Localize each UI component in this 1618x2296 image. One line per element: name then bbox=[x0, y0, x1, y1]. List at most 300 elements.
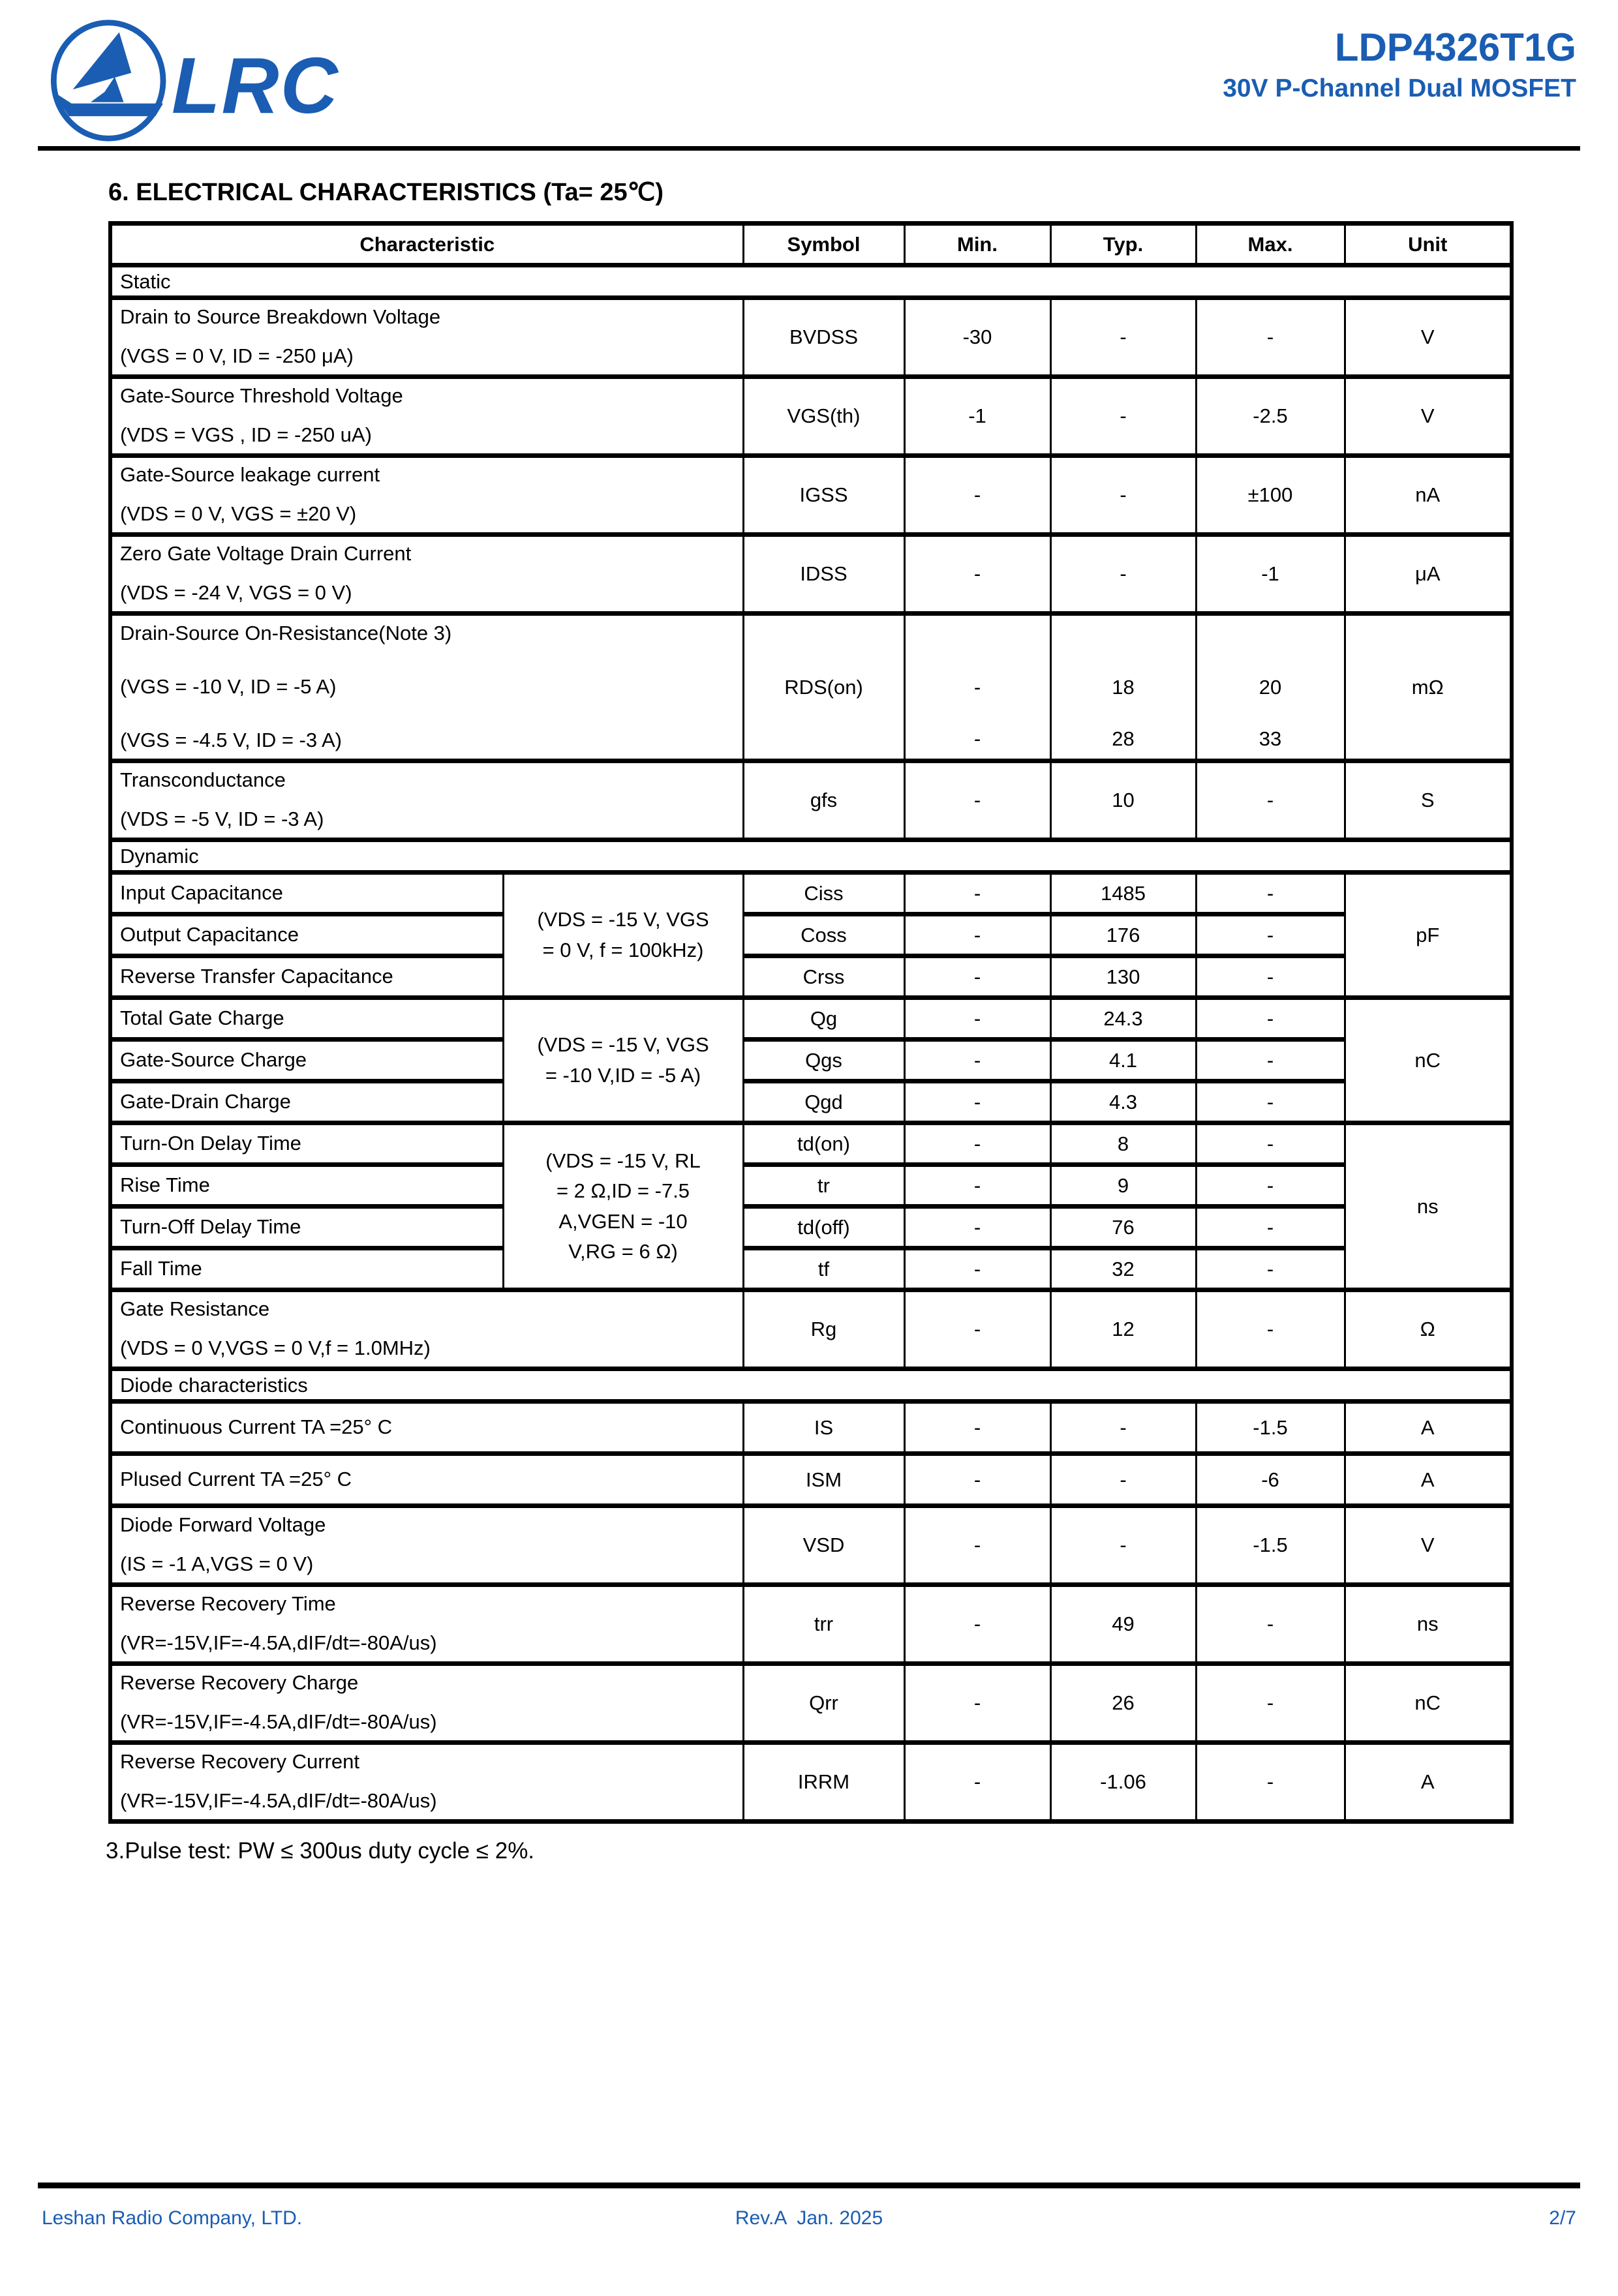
cell-text: 32 bbox=[1112, 1257, 1135, 1280]
cell-characteristic bbox=[110, 1123, 503, 1165]
cell-typ bbox=[1050, 914, 1196, 956]
footer-company: Leshan Radio Company, LTD. bbox=[42, 2207, 303, 2229]
cell-text: VSD bbox=[802, 1533, 845, 1556]
table-row bbox=[110, 1454, 1512, 1506]
cell-typ bbox=[1050, 298, 1196, 377]
cell-max bbox=[1196, 1664, 1345, 1743]
cell-text: (VDS = VGS , ID = -250 uA) bbox=[120, 423, 372, 446]
cell-text: - bbox=[1266, 1691, 1274, 1714]
cell-typ bbox=[1050, 761, 1196, 840]
column-header-max: Max. bbox=[1196, 224, 1345, 265]
table-section-row bbox=[110, 1369, 1512, 1402]
cell-min bbox=[904, 1585, 1050, 1664]
cell-text: - bbox=[973, 1770, 981, 1793]
cell-text: V,RG = 6 Ω) bbox=[568, 1240, 678, 1263]
cell-text: Gate-Drain Charge bbox=[120, 1089, 291, 1113]
cell-unit bbox=[1345, 1454, 1512, 1506]
table-row bbox=[110, 1743, 1512, 1822]
table-section-row bbox=[110, 840, 1512, 873]
cell-symbol bbox=[743, 1207, 904, 1248]
cell-max bbox=[1196, 1165, 1345, 1207]
cell-text: - bbox=[1266, 1173, 1274, 1197]
table-row bbox=[110, 1664, 1512, 1743]
cell-text: BVDSS bbox=[789, 325, 859, 348]
cell-text bbox=[1197, 622, 1344, 650]
cell-symbol bbox=[743, 1506, 904, 1585]
cell-text: - bbox=[973, 1006, 981, 1030]
cell-text: Continuous Current TA =25° C bbox=[120, 1415, 393, 1438]
cell-max bbox=[1196, 1506, 1345, 1585]
cell-text: - bbox=[1266, 1090, 1274, 1113]
cell-text: Qg bbox=[810, 1006, 838, 1030]
cell-text: - bbox=[1266, 1257, 1274, 1280]
logo-text: LRC bbox=[172, 40, 339, 130]
cell-text: - bbox=[1266, 1215, 1274, 1239]
section-title: 6. ELECTRICAL CHARACTERISTICS (Ta= 25℃) bbox=[108, 179, 664, 206]
table-row bbox=[110, 1585, 1512, 1664]
cell-text: - bbox=[973, 483, 981, 506]
table-row bbox=[110, 614, 1512, 761]
cell-unit bbox=[1345, 1585, 1512, 1664]
cell-min bbox=[904, 535, 1050, 614]
cell-min bbox=[904, 456, 1050, 535]
cell-text: - bbox=[1266, 1612, 1274, 1635]
cell-text: 26 bbox=[1112, 1691, 1135, 1714]
cell-text: (VR=-15V,IF=-4.5A,dIF/dt=-80A/us) bbox=[120, 1710, 437, 1733]
cell-text: -30 bbox=[962, 325, 992, 348]
cell-text: - bbox=[973, 1215, 981, 1239]
cell-max bbox=[1196, 298, 1345, 377]
cell-text: - bbox=[973, 1415, 981, 1439]
cell-text: -6 bbox=[1261, 1468, 1279, 1491]
cell-text: Rg bbox=[810, 1318, 837, 1340]
cell-text: td(on) bbox=[797, 1132, 850, 1155]
table-row bbox=[110, 1506, 1512, 1585]
cell-text: mΩ bbox=[1411, 675, 1444, 699]
cell-typ bbox=[1050, 1040, 1196, 1081]
cell-symbol bbox=[743, 535, 904, 614]
table-row bbox=[110, 1207, 1512, 1248]
cell-text: IS bbox=[814, 1415, 834, 1439]
cell-text: - bbox=[1120, 1468, 1127, 1491]
cell-max bbox=[1196, 914, 1345, 956]
column-header-min: Min. bbox=[904, 224, 1050, 265]
cell-text: ±100 bbox=[1247, 483, 1293, 506]
cell-unit bbox=[1345, 377, 1512, 456]
page-header bbox=[42, 17, 1576, 144]
cell-text: pF bbox=[1416, 923, 1440, 946]
table-section-row bbox=[110, 265, 1512, 298]
cell-symbol bbox=[743, 1123, 904, 1165]
table-row bbox=[110, 1040, 1512, 1081]
cell-characteristic bbox=[110, 614, 743, 761]
column-header-symbol: Symbol bbox=[743, 224, 904, 265]
cell-unit bbox=[1345, 1506, 1512, 1585]
table-row bbox=[110, 761, 1512, 840]
cell-text: Ciss bbox=[804, 881, 844, 905]
cell-min bbox=[904, 914, 1050, 956]
cell-text: 10 bbox=[1112, 789, 1135, 811]
cell-typ bbox=[1050, 1585, 1196, 1664]
document-titles bbox=[1223, 26, 1576, 103]
cell-unit bbox=[1345, 1290, 1512, 1369]
cell-unit bbox=[1345, 1664, 1512, 1743]
cell-text: = 2 Ω,ID = -7.5 bbox=[556, 1179, 690, 1202]
footer-page-number: 2/7 bbox=[1549, 2207, 1576, 2229]
cell-symbol bbox=[743, 298, 904, 377]
cell-text: (VDS = -24 V, VGS = 0 V) bbox=[120, 581, 352, 604]
cell-text: - bbox=[1120, 1415, 1127, 1439]
table-row bbox=[110, 377, 1512, 456]
cell-text: - bbox=[973, 965, 981, 988]
cell-text: - bbox=[1266, 1770, 1274, 1793]
cell-text: - bbox=[973, 1132, 981, 1155]
cell-text: Gate-Source leakage current bbox=[120, 463, 380, 486]
cell-symbol bbox=[743, 956, 904, 998]
cell-text: -1 bbox=[968, 404, 986, 427]
cell-symbol bbox=[743, 1454, 904, 1506]
cell-text: - bbox=[973, 1533, 981, 1556]
cell-symbol bbox=[743, 1081, 904, 1123]
table-row bbox=[110, 1165, 1512, 1207]
cell-min bbox=[904, 1290, 1050, 1369]
cell-max bbox=[1196, 1290, 1345, 1369]
cell-text: ISM bbox=[805, 1468, 842, 1491]
cell-characteristic bbox=[110, 998, 503, 1040]
cell-unit bbox=[1345, 298, 1512, 377]
cell-text: Input Capacitance bbox=[120, 881, 283, 904]
cell-symbol bbox=[743, 377, 904, 456]
cell-text: 49 bbox=[1112, 1612, 1135, 1635]
cell-test-condition bbox=[503, 873, 743, 998]
cell-text: (VDS = -5 V, ID = -3 A) bbox=[120, 808, 324, 830]
cell-text: ns bbox=[1416, 1612, 1439, 1635]
table-row bbox=[110, 535, 1512, 614]
cell-max bbox=[1196, 761, 1345, 840]
cell-text: Gate Resistance bbox=[120, 1297, 270, 1320]
cell-min bbox=[904, 1081, 1050, 1123]
cell-unit bbox=[1345, 1743, 1512, 1822]
cell-characteristic bbox=[110, 456, 743, 535]
cell-text: = -10 V,ID = -5 A) bbox=[545, 1063, 701, 1087]
table-row bbox=[110, 1123, 1512, 1165]
cell-text: (VDS = 0 V,VGS = 0 V,f = 1.0MHz) bbox=[120, 1337, 431, 1359]
cell-typ bbox=[1050, 535, 1196, 614]
cell-text: Crss bbox=[802, 965, 845, 988]
table-row bbox=[110, 956, 1512, 998]
cell-text: - bbox=[973, 1468, 981, 1491]
cell-text: nC bbox=[1414, 1048, 1441, 1072]
cell-text: - bbox=[973, 675, 981, 699]
cell-characteristic bbox=[110, 1081, 503, 1123]
cell-text: (VGS = 0 V, ID = -250 μA) bbox=[120, 344, 354, 367]
cell-text: VGS(th) bbox=[787, 404, 861, 427]
cell-min bbox=[904, 1454, 1050, 1506]
cell-text: - bbox=[1266, 965, 1274, 988]
cell-max bbox=[1196, 1123, 1345, 1165]
cell-characteristic bbox=[110, 914, 503, 956]
cell-typ bbox=[1050, 377, 1196, 456]
table-row bbox=[110, 298, 1512, 377]
cell-symbol bbox=[743, 1743, 904, 1822]
cell-text: - bbox=[1120, 483, 1127, 506]
cell-text: - bbox=[973, 727, 981, 750]
column-header-unit: Unit bbox=[1345, 224, 1512, 265]
cell-text: (VDS = -15 V, VGS bbox=[537, 1033, 709, 1056]
cell-text: Fall Time bbox=[120, 1256, 202, 1280]
page-content bbox=[108, 177, 1511, 1864]
cell-symbol bbox=[743, 1248, 904, 1290]
cell-text: 4.3 bbox=[1108, 1090, 1138, 1113]
cell-typ bbox=[1050, 956, 1196, 998]
cell-text: - bbox=[1120, 404, 1127, 427]
cell-text: V bbox=[1420, 404, 1435, 427]
cell-text: nC bbox=[1414, 1691, 1441, 1714]
cell-text: - bbox=[973, 1048, 981, 1072]
lrc-logo-mark bbox=[42, 17, 182, 144]
cell-max bbox=[1196, 956, 1345, 998]
cell-min bbox=[904, 998, 1050, 1040]
cell-text: Drain-Source On-Resistance(Note 3) bbox=[120, 621, 452, 644]
cell-text: - bbox=[973, 923, 981, 946]
footer-revision: Rev.A Jan. 2025 bbox=[735, 2207, 883, 2229]
cell-text: (VDS = 0 V, VGS = ±20 V) bbox=[120, 502, 357, 525]
cell-text: IDSS bbox=[800, 562, 847, 585]
cell-text: - bbox=[973, 1090, 981, 1113]
cell-min bbox=[904, 956, 1050, 998]
cell-text bbox=[906, 622, 1050, 650]
column-header-typ: Typ. bbox=[1050, 224, 1196, 265]
cell-min bbox=[904, 1248, 1050, 1290]
cell-text: 130 bbox=[1106, 965, 1140, 988]
cell-symbol bbox=[743, 998, 904, 1040]
cell-typ bbox=[1050, 1123, 1196, 1165]
cell-text: (VGS = -4.5 V, ID = -3 A) bbox=[120, 728, 343, 751]
cell-typ bbox=[1050, 1664, 1196, 1743]
cell-characteristic bbox=[110, 1402, 743, 1454]
cell-text: 1485 bbox=[1101, 881, 1146, 905]
cell-typ bbox=[1050, 1081, 1196, 1123]
cell-text: 176 bbox=[1106, 923, 1140, 946]
cell-text: ns bbox=[1416, 1194, 1439, 1218]
cell-max bbox=[1196, 377, 1345, 456]
cell-text: -1 bbox=[1261, 562, 1279, 585]
table-row bbox=[110, 456, 1512, 535]
cell-typ bbox=[1050, 1248, 1196, 1290]
cell-text: Reverse Recovery Time bbox=[120, 1592, 336, 1615]
cell-max bbox=[1196, 1743, 1345, 1822]
cell-text: IRRM bbox=[797, 1770, 850, 1793]
part-number: LDP4326T1G bbox=[1334, 25, 1576, 69]
section-label: Diode characteristics bbox=[110, 1369, 1512, 1402]
cell-text: - bbox=[1266, 923, 1274, 946]
cell-text: - bbox=[1120, 325, 1127, 348]
cell-text: μA bbox=[1414, 562, 1441, 585]
cell-text: - bbox=[1266, 325, 1274, 348]
cell-text: - bbox=[973, 1691, 981, 1714]
cell-min bbox=[904, 614, 1050, 761]
cell-symbol bbox=[743, 761, 904, 840]
cell-unit bbox=[1345, 1123, 1512, 1290]
cell-text: Output Capacitance bbox=[120, 922, 299, 946]
cell-typ bbox=[1050, 1290, 1196, 1369]
cell-text: - bbox=[1120, 1533, 1127, 1556]
cell-characteristic bbox=[110, 956, 503, 998]
cell-text: (VDS = -15 V, VGS bbox=[537, 908, 709, 931]
cell-min bbox=[904, 1207, 1050, 1248]
cell-max bbox=[1196, 1081, 1345, 1123]
cell-max bbox=[1196, 873, 1345, 914]
cell-characteristic bbox=[110, 1664, 743, 1743]
cell-text: Transconductance bbox=[120, 768, 286, 791]
cell-min bbox=[904, 761, 1050, 840]
table-row bbox=[110, 1248, 1512, 1290]
column-header-characteristic: Characteristic bbox=[110, 224, 743, 265]
cell-text: Qrr bbox=[809, 1691, 838, 1714]
cell-text: (VR=-15V,IF=-4.5A,dIF/dt=-80A/us) bbox=[120, 1789, 437, 1812]
cell-typ bbox=[1050, 614, 1196, 761]
cell-text: Plused Current TA =25° C bbox=[120, 1467, 352, 1490]
cell-text: Zero Gate Voltage Drain Current bbox=[120, 542, 412, 565]
cell-characteristic bbox=[110, 1207, 503, 1248]
cell-text: A bbox=[1420, 1468, 1435, 1491]
cell-symbol bbox=[743, 1585, 904, 1664]
cell-text: Total Gate Charge bbox=[120, 1006, 284, 1029]
cell-text: Coss bbox=[801, 923, 847, 946]
cell-text: - bbox=[973, 1318, 981, 1340]
cell-text: 9 bbox=[1117, 1173, 1129, 1197]
cell-text: 18 bbox=[1112, 675, 1135, 699]
cell-text: - bbox=[1266, 789, 1274, 811]
cell-characteristic bbox=[110, 1743, 743, 1822]
cell-text: (VDS = -15 V, RL bbox=[545, 1149, 701, 1172]
cell-text: td(off) bbox=[797, 1215, 850, 1239]
cell-text: Gate-Source Charge bbox=[120, 1048, 307, 1071]
cell-text: - bbox=[973, 562, 981, 585]
cell-text: 24.3 bbox=[1103, 1006, 1143, 1030]
cell-symbol bbox=[743, 873, 904, 914]
cell-min bbox=[904, 1402, 1050, 1454]
cell-text: - bbox=[1266, 1318, 1274, 1340]
cell-text: gfs bbox=[810, 789, 838, 811]
footer-divider bbox=[38, 2183, 1580, 2188]
cell-text: trr bbox=[814, 1612, 834, 1635]
characteristics-table bbox=[108, 221, 1514, 1824]
table-header-row bbox=[110, 224, 1512, 265]
cell-text: -1.5 bbox=[1253, 1415, 1288, 1439]
table-header bbox=[110, 224, 1512, 265]
table-row bbox=[110, 914, 1512, 956]
cell-text: A,VGEN = -10 bbox=[558, 1209, 688, 1233]
cell-min bbox=[904, 1165, 1050, 1207]
cell-symbol bbox=[743, 614, 904, 761]
header-divider bbox=[38, 146, 1580, 151]
cell-text: Gate-Source Threshold Voltage bbox=[120, 384, 403, 407]
cell-max bbox=[1196, 1040, 1345, 1081]
cell-min bbox=[904, 873, 1050, 914]
cell-text: A bbox=[1420, 1770, 1435, 1793]
cell-min bbox=[904, 1123, 1050, 1165]
cell-max bbox=[1196, 456, 1345, 535]
cell-typ bbox=[1050, 1506, 1196, 1585]
cell-typ bbox=[1050, 456, 1196, 535]
cell-min bbox=[904, 1506, 1050, 1585]
cell-text: Ω bbox=[1420, 1318, 1435, 1340]
cell-text: Reverse Recovery Charge bbox=[120, 1671, 359, 1694]
cell-unit bbox=[1345, 998, 1512, 1123]
cell-unit bbox=[1345, 456, 1512, 535]
table-row bbox=[110, 873, 1512, 914]
cell-text: -2.5 bbox=[1253, 404, 1288, 427]
cell-text: V bbox=[1420, 1533, 1435, 1556]
cell-characteristic bbox=[110, 535, 743, 614]
cell-text: V bbox=[1420, 325, 1435, 348]
section-label: Static bbox=[110, 265, 1512, 298]
cell-text: Qgs bbox=[805, 1048, 842, 1072]
cell-text: (IS = -1 A,VGS = 0 V) bbox=[120, 1552, 314, 1575]
cell-text: Turn-On Delay Time bbox=[120, 1131, 301, 1155]
cell-text: - bbox=[1266, 881, 1274, 905]
cell-text: - bbox=[973, 1173, 981, 1197]
cell-text: - bbox=[1266, 1132, 1274, 1155]
cell-text: Rise Time bbox=[120, 1173, 210, 1196]
cell-text: - bbox=[973, 789, 981, 811]
cell-text: 76 bbox=[1112, 1215, 1135, 1239]
cell-unit bbox=[1345, 873, 1512, 998]
cell-unit bbox=[1345, 535, 1512, 614]
cell-max bbox=[1196, 1248, 1345, 1290]
cell-unit bbox=[1345, 614, 1512, 761]
cell-typ bbox=[1050, 1402, 1196, 1454]
cell-min bbox=[904, 377, 1050, 456]
cell-text: - bbox=[1266, 1006, 1274, 1030]
cell-typ bbox=[1050, 1743, 1196, 1822]
cell-text: - bbox=[973, 881, 981, 905]
cell-text: S bbox=[1420, 789, 1435, 811]
cell-typ bbox=[1050, 998, 1196, 1040]
cell-characteristic bbox=[110, 761, 743, 840]
cell-text: -1.5 bbox=[1253, 1533, 1288, 1556]
cell-text: -1.06 bbox=[1100, 1770, 1146, 1793]
cell-unit bbox=[1345, 761, 1512, 840]
pulse-test-note: 3.Pulse test: PW ≤ 300us duty cycle ≤ 2%. bbox=[106, 1838, 535, 1864]
cell-text: RDS(on) bbox=[784, 675, 863, 699]
cell-characteristic bbox=[110, 1454, 743, 1506]
cell-characteristic bbox=[110, 298, 743, 377]
cell-max bbox=[1196, 1585, 1345, 1664]
part-subtitle: 30V P-Channel Dual MOSFET bbox=[1223, 74, 1576, 102]
cell-text: - bbox=[1266, 1048, 1274, 1072]
cell-max bbox=[1196, 998, 1345, 1040]
cell-text: tf bbox=[817, 1257, 830, 1280]
cell-symbol bbox=[743, 1165, 904, 1207]
cell-characteristic bbox=[110, 1165, 503, 1207]
cell-text: Reverse Transfer Capacitance bbox=[120, 964, 393, 988]
cell-symbol bbox=[743, 1664, 904, 1743]
cell-text: 28 bbox=[1112, 727, 1135, 750]
page-footer bbox=[42, 2207, 1576, 2233]
cell-symbol bbox=[743, 456, 904, 535]
lrc-logo bbox=[42, 17, 339, 144]
characteristics-table-body bbox=[110, 265, 1512, 1822]
cell-characteristic bbox=[110, 1585, 743, 1664]
section-label: Dynamic bbox=[110, 840, 1512, 873]
cell-symbol bbox=[743, 914, 904, 956]
cell-max bbox=[1196, 1207, 1345, 1248]
cell-text: 4.1 bbox=[1108, 1048, 1138, 1072]
cell-text bbox=[1052, 622, 1195, 650]
cell-max bbox=[1196, 535, 1345, 614]
